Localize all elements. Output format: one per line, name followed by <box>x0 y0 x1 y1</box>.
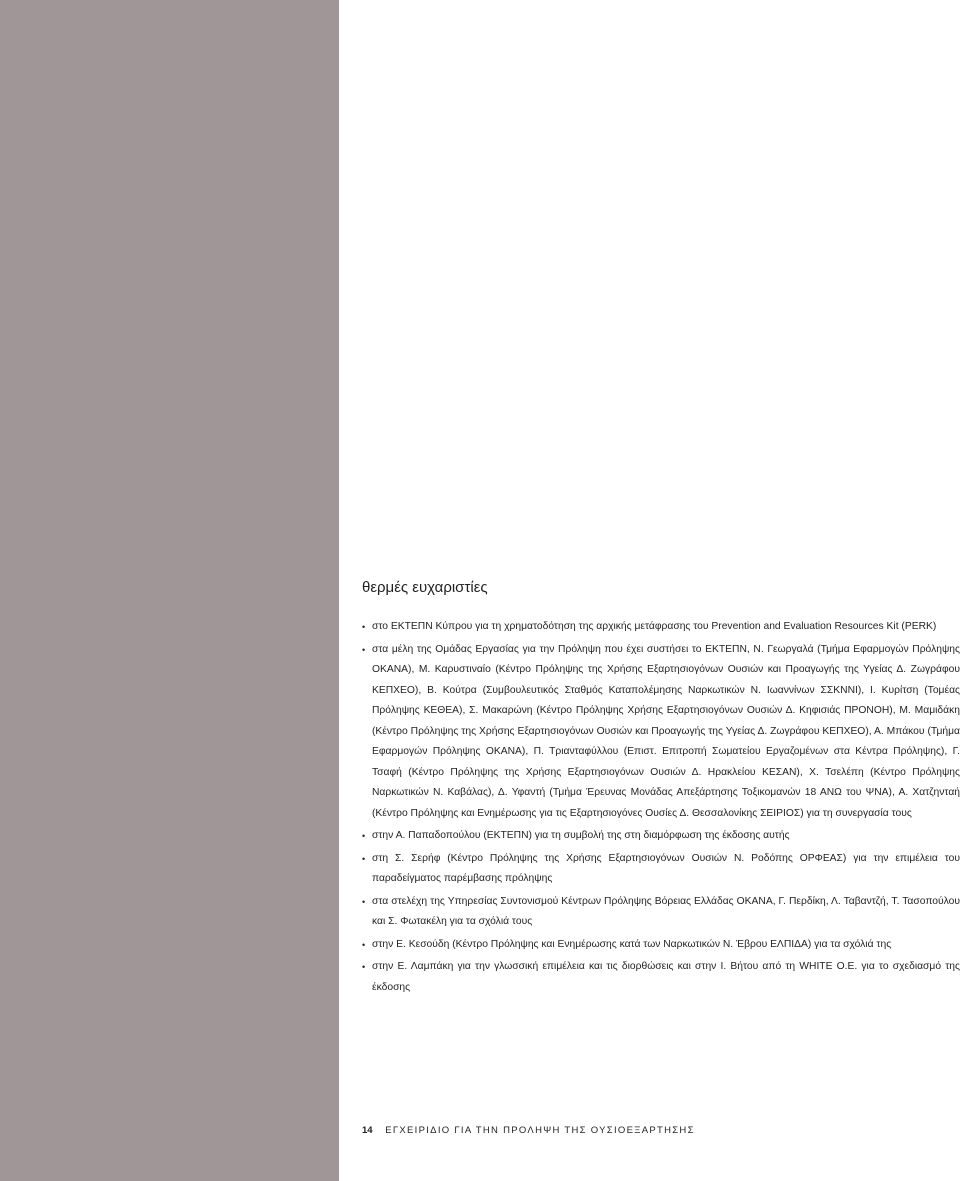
list-item <box>362 640 960 825</box>
page-footer <box>362 1125 695 1137</box>
list-item <box>362 849 960 890</box>
list-item <box>362 935 960 956</box>
section-title: θερμές ευχαριστίες <box>362 579 488 596</box>
list-item <box>362 892 960 933</box>
bullet-icon: • <box>362 962 366 972</box>
bullet-icon: • <box>362 939 366 950</box>
bullet-icon: • <box>362 896 366 907</box>
list-item-text: στην Ε. Λαμπάκη για την γλωσσική επιμέλεια και τις διορθώσεις και στην Ι. Βήτου από τη WHITE Ο.Ε. για το σχεδιασμό της έκδοσης <box>372 961 960 993</box>
list-item-text: στην Ε. Κεσούδη (Κέντρο Πρόληψης και Ενημέρωσης κατά των Ναρκωτικών Ν. Έβρου ΕΛΠΙΔΑ) για τα σχόλιά της <box>372 938 892 950</box>
list-item-text: στη Σ. Σερήφ (Κέντρο Πρόληψης της Χρήσης Εξαρτησιογόνων Ουσιών Ν. Ροδόπης ΟΡΦΕΑΣ) για την επιμέλεια του παραδείγματος παρέμβασης πρόληψης <box>372 852 960 884</box>
acknowledgements-section <box>362 578 960 1000</box>
bullet-icon: • <box>362 853 366 864</box>
list-item <box>362 957 960 998</box>
acknowledgements-list <box>362 617 960 998</box>
bullet-icon: • <box>362 644 366 655</box>
list-item-text: στα μέλη της Ομάδας Εργασίας για την Πρόληψη που έχει συστήσει το ΕΚΤΕΠΝ, Ν. Γεωργαλά (Τμήμα Εφαρμογών Πρόληψης ΟΚΑΝΑ), Μ. Καρυστιναίο (Κέντρο Πρόληψης της Χρήσης Εξαρτησιογόνων Ουσιών και Προαγωγής της Υγείας Δ. Ζωγράφου ΚΕΠΧΕΟ), Β. Κούτρα (Συμβουλευτικός Σταθμός Καταπολέμησης Ναρκωτικών Ν. Ιωαννίνων ΣΣΚΝΝΙ), Ι. Κυρίτση (Τομέας Πρόληψης ΚΕΘΕΑ), Σ. Μακαρώνη (Κέντρο Πρόληψης Χρήσης Εξαρτησιογόνων Ουσιών Δ. Κηφισιάς ΠΡΟΝΟΗ), Μ. Μαμιδάκη (Κέντρο Πρόληψης της Χρήσης Εξαρτησιογόνων Ουσιών και Προαγωγής της Υγείας Δ. Ζωγράφου ΚΕΠΧΕΟ), Α. Μπάκου (Τμήμα Εφαρμογών Πρόληψης ΟΚΑΝΑ), Π. Τριανταφύλλου (Επιστ. Επιτροπή Σωματείου Εργαζομένων στα Κέντρα Πρόληψης), Γ. Τσαφή (Κέντρο Πρόληψης της Χρήσης Εξαρτησιογόνων Ουσιών Δ. Ηρακλείου ΚΕΣΑΝ), Χ. Τσελέπη (Κέντρο Πρόληψης Ναρκωτικών Ν. Καβάλας), Δ. Υφαντή (Τμήμα Έρευνας Μονάδας Απεξάρτησης Τοξικομανών 18 ΑΝΩ του ΨΝΑ), Α. Χατζηνταή (Κέντρο Πρόληψης και Ενημέρωσης για τις Εξαρτησιογόνες Ουσίες Δ. Θεσσαλονίκης ΣΕΙΡΙΟΣ) για τη συνεργασία τους <box>372 643 960 819</box>
list-item-text: στο ΕΚΤΕΠΝ Κύπρου για τη χρηματοδότηση της αρχικής μετάφρασης του Prevention and Evaluation Resources Kit (PERK) <box>372 621 937 632</box>
page-number: 14 <box>362 1125 373 1136</box>
list-item <box>362 826 960 847</box>
running-title: ΕΓΧΕΙΡΙΔΙΟ ΓΙΑ ΤΗΝ ΠΡΟΛΗΨΗ ΤΗΣ ΟΥΣΙΟΕΞΑΡΤΗΣΗΣ <box>385 1125 695 1136</box>
side-color-band <box>0 0 339 1181</box>
bullet-icon: • <box>362 831 366 841</box>
list-item-text: στα στελέχη της Υπηρεσίας Συντονισμού Κέντρων Πρόληψης Βόρειας Ελλάδας ΟΚΑΝΑ, Γ. Περδίκη, Λ. Ταβαντζή, Τ. Τασοπούλου και Σ. Φωτακέλη για τα σχόλιά τους <box>372 895 960 927</box>
list-item <box>362 617 960 638</box>
list-item-text: στην Α. Παπαδοπούλου (ΕΚΤΕΠΝ) για τη συμβολή της στη διαμόρφωση της έκδοσης αυτής <box>372 830 790 841</box>
bullet-icon: • <box>362 622 366 632</box>
